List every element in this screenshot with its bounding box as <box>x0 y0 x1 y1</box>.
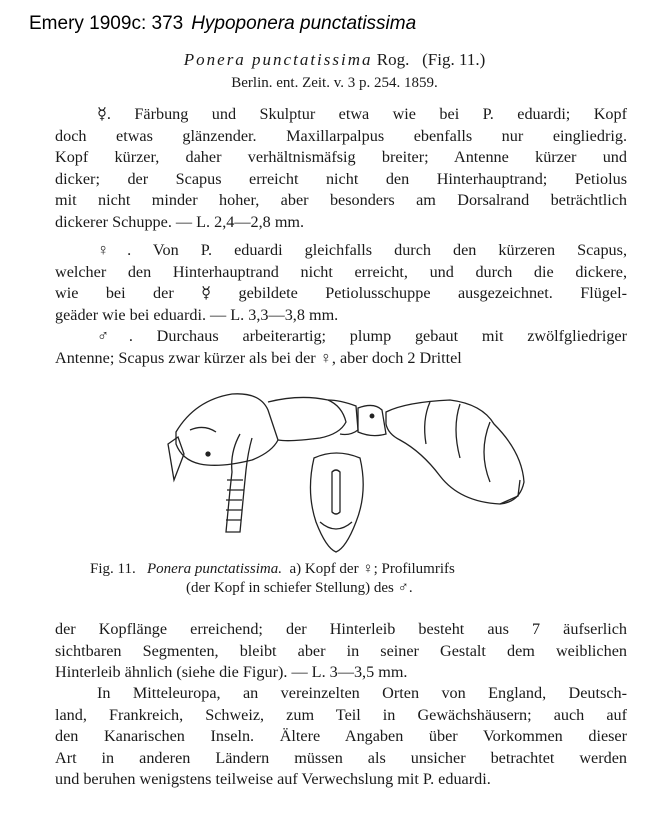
ant-thorax <box>268 397 346 440</box>
text-line: doch etwas glänzender. Maxillarpalpus ebenfalls nur eingliedrig. <box>55 126 627 145</box>
text-line: dickerer Schuppe. — L. 2,4—2,8 mm. <box>55 212 305 231</box>
text-line: geäder wie bei eduardi. — L. 3,3—3,8 mm. <box>55 305 339 324</box>
title-fig-ref: (Fig. 11.) <box>422 50 486 69</box>
ant-petiole <box>358 405 386 435</box>
title-species: Ponera punctatissima <box>183 50 373 69</box>
text-line: den Kanarischen Inseln. Ältere Angaben über Vorkommen dieser <box>55 727 627 745</box>
title-author: Rog. <box>376 50 410 69</box>
text-line: der Kopflänge erreichend; der Hinterleib besteht aus 7 äufserlich <box>55 620 627 638</box>
header-species: Hypoponera punctatissima <box>191 13 417 34</box>
text-line: ♀. Von P. eduardi gleichfalls durch den kürzeren Scapus, <box>97 241 627 259</box>
ant-head-frontal <box>310 453 363 552</box>
reference-line: Berlin. ent. Zeit. v. 3 p. 254. 1859. <box>231 75 438 91</box>
text-line: ♂. Durchaus arbeiterartig; plump gebaut mit zwölfgliedriger <box>97 327 627 345</box>
figure-caption-line2: (der Kopf in schiefer Stellung) des ♂. <box>186 580 413 596</box>
text-line: In Mitteleuropa, an vereinzelten Orten von England, Deutsch- <box>97 684 627 702</box>
page-header <box>29 13 416 35</box>
figure-caption-line1: Fig. 11. Ponera punctatissima. a) Kopf der ♀; Profilumrifs <box>90 561 455 577</box>
text-line: land, Frankreich, Schweiz, zum Teil in Gewächshäusern; auch auf <box>55 705 627 724</box>
text-line: Art in anderen Ländern müssen als unsicher betrachtet werden <box>55 748 627 767</box>
ant-antenna <box>226 434 252 532</box>
figure-11-illustration <box>160 372 540 567</box>
citation: Emery 1909c: 373 <box>29 13 184 34</box>
text-line: und beruhen wenigstens teilweise auf Verwechslung mit P. eduardi. <box>55 770 491 788</box>
text-line: wie bei der ☿ gebildete Petiolusschuppe ausgezeichnet. Flügel- <box>55 284 627 302</box>
ant-gaster <box>386 400 524 504</box>
text-line: dicker; der Scapus erreicht nicht den Hinterhauptrand; Petiolus <box>55 169 627 188</box>
text-line: ☿. Färbung und Skulptur etwa wie bei P. eduardi; Kopf <box>97 105 627 123</box>
text-line: welcher den Hinterhauptrand nicht erreicht, und durch die dickere, <box>55 262 627 281</box>
text-line: Antenne; Scapus zwar kürzer als bei der ♀, aber doch 2 Drittel <box>55 348 462 367</box>
text-line: mit nicht minder hoher, aber besonders am Dorsalrand beträchtlich <box>55 191 627 209</box>
text-line: Kopf kürzer, daher verhältnismäfsig breiter; Antenne kürzer und <box>55 148 627 166</box>
text-line: sichtbaren Segmenten, bleibt aber in seiner Gestalt dem weiblichen <box>55 641 627 660</box>
species-title <box>0 50 669 70</box>
text-line: Hinterleib ähnlich (siehe die Figur). — L. 3—3,5 mm. <box>55 663 408 681</box>
